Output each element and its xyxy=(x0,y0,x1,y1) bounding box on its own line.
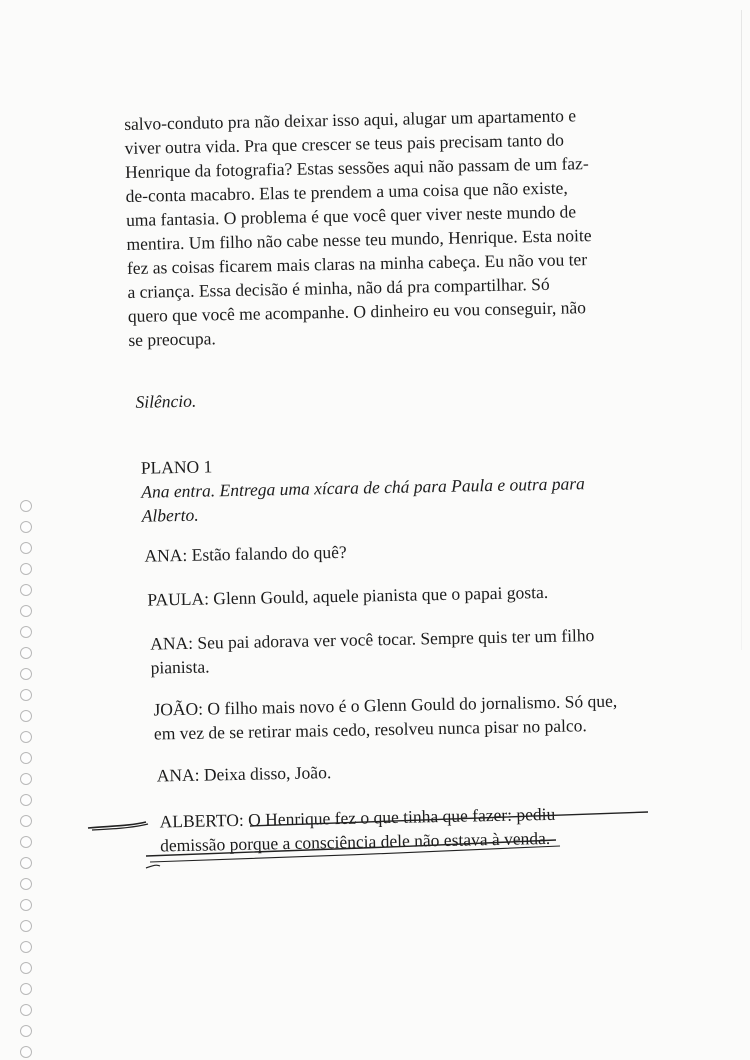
binder-hole xyxy=(20,584,32,596)
text-line: ALBERTO: O Henrique fez o que tinha que fazer: pediu xyxy=(159,803,556,832)
text-line: se preocupa. xyxy=(128,328,217,350)
dialogue-paragraph-ana xyxy=(150,622,659,680)
binder-hole xyxy=(20,731,32,743)
binder-hole xyxy=(20,899,32,911)
dialogue-line-ana: ANA: Deixa disso, João. xyxy=(156,762,332,786)
stage-direction xyxy=(141,470,652,528)
plano-heading: PLANO 1 xyxy=(140,456,213,478)
binder-hole xyxy=(20,1046,32,1058)
text-line: salvo-conduto pra não deixar isso aqui, alugar um apartamento e xyxy=(124,105,577,134)
text-line: ANA: Seu pai adorava ver você tocar. Sempre quis ter um filho xyxy=(150,625,595,654)
text-line: Henrique da fotografia? Estas sessões aqui não passam de um faz- xyxy=(124,153,589,182)
dialogue-paragraph-joao xyxy=(153,688,662,746)
text-line: fez as coisas ficarem mais claras na minha cabeça. Eu não vou ter xyxy=(126,249,588,278)
text-line: viver outra vida. Pra que crescer se teus pais precisam tanto do xyxy=(124,129,565,158)
binder-hole xyxy=(20,647,32,659)
binder-hole xyxy=(20,668,32,680)
text-line: uma fantasia. O problema é que você quer viver neste mundo de xyxy=(125,201,577,230)
text-line: Ana entra. Entrega uma xícara de chá para Paula e outra para xyxy=(141,473,586,502)
binder-hole xyxy=(20,983,32,995)
binder-hole xyxy=(20,773,32,785)
dialogue-line-paula: PAULA: Glenn Gould, aquele pianista que o papai gosta. xyxy=(147,581,549,610)
stage-direction-silence: Silêncio. xyxy=(135,390,197,412)
dialogue-paragraph-alberto xyxy=(159,800,666,858)
text-line: Alberto. xyxy=(141,504,199,526)
text-line: a criança. Essa decisão é minha, não dá pra compartilhar. Só xyxy=(127,273,550,302)
text-line: em vez de se retirar mais cedo, resolveu nunca pisar no palco. xyxy=(153,715,588,744)
text-line: quero que você me acompanhe. O dinheiro eu vou conseguir, não xyxy=(127,297,587,326)
binder-hole xyxy=(20,1025,32,1037)
text-line: pianista. xyxy=(150,656,210,678)
binder-hole xyxy=(20,794,32,806)
binder-hole xyxy=(20,752,32,764)
text-line: demissão porque a consciência dele não estava à venda. xyxy=(159,827,551,856)
binder-hole xyxy=(20,689,32,701)
binder-hole xyxy=(20,962,32,974)
binder-hole xyxy=(20,857,32,869)
binder-hole xyxy=(20,605,32,617)
binder-hole xyxy=(20,563,32,575)
dialogue-paragraph xyxy=(124,102,649,352)
binder-hole xyxy=(20,1004,32,1016)
script-text xyxy=(124,102,644,856)
binder-hole xyxy=(20,878,32,890)
page-edge-line xyxy=(741,10,742,650)
binder-hole xyxy=(20,710,32,722)
binder-hole xyxy=(20,836,32,848)
binder-hole xyxy=(20,521,32,533)
binder-hole xyxy=(20,815,32,827)
binder-holes xyxy=(10,500,36,1060)
binder-hole xyxy=(20,941,32,953)
text-line: de-conta macabro. Elas te prendem a uma coisa que não existe, xyxy=(125,177,568,206)
dialogue-line-ana: ANA: Estão falando do quê? xyxy=(144,541,347,566)
text-line: mentira. Um filho não cabe nesse teu mundo, Henrique. Esta noite xyxy=(126,225,592,254)
binder-hole xyxy=(20,542,32,554)
text-line: JOÃO: O filho mais novo é o Glenn Gould do jornalismo. Só que, xyxy=(153,690,618,720)
binder-hole xyxy=(20,920,32,932)
binder-hole xyxy=(20,626,32,638)
scan-corner-mark xyxy=(570,860,750,1060)
binder-hole xyxy=(20,500,32,512)
